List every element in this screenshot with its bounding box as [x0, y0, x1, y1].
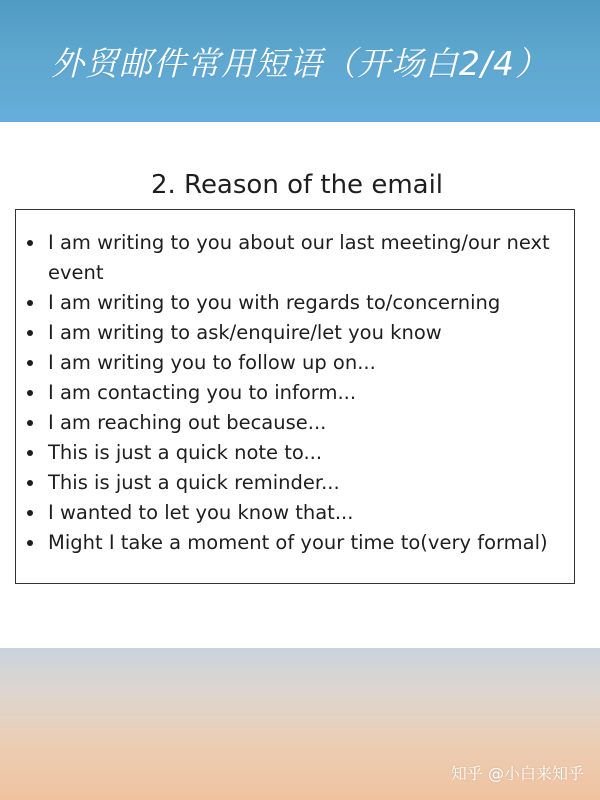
phrase-text: I am writing you to follow up on... [48, 351, 376, 374]
bullet-icon [27, 540, 33, 546]
phrase-text: I am reaching out because... [48, 411, 327, 434]
phrase-item [16, 288, 574, 318]
phrase-item [16, 468, 574, 498]
bullet-icon [27, 390, 33, 396]
phrase-text: I am writing to ask/enquire/let you know [48, 321, 442, 344]
phrase-text: I am contacting you to inform... [48, 381, 357, 404]
phrase-text: I wanted to let you know that... [48, 501, 354, 524]
phrase-item [16, 408, 574, 438]
bullet-icon [27, 300, 33, 306]
footer-banner [0, 648, 600, 800]
section-title: 2. Reason of the email [150, 170, 444, 200]
phrase-item [16, 528, 574, 558]
phrase-item [16, 348, 574, 378]
phrase-item [16, 318, 574, 348]
phrase-text: Might I take a moment of your time to(very formal) [48, 531, 548, 554]
phrase-item [16, 438, 574, 468]
bullet-icon [27, 450, 33, 456]
phrase-item [16, 378, 574, 408]
phrase-list [16, 210, 574, 558]
bullet-icon [27, 360, 33, 366]
phrase-item [16, 498, 574, 528]
phrase-text: I am writing to you about our last meeting/our next event [48, 231, 550, 284]
bullet-icon [27, 480, 33, 486]
phrase-text: This is just a quick note to... [48, 441, 323, 464]
header-banner [0, 0, 600, 122]
content-area [0, 122, 600, 648]
phrase-item [16, 228, 574, 288]
phrase-text: I am writing to you with regards to/concerning [48, 291, 501, 314]
phrase-text: This is just a quick reminder... [48, 471, 340, 494]
bullet-icon [27, 510, 33, 516]
page-title: 外贸邮件常用短语（开场白2/4） [50, 43, 550, 83]
bullet-icon [27, 330, 33, 336]
watermark: 知乎 @小白来知乎 [450, 764, 584, 783]
bullet-icon [27, 420, 33, 426]
phrase-box [15, 209, 575, 584]
bullet-icon [27, 240, 33, 246]
